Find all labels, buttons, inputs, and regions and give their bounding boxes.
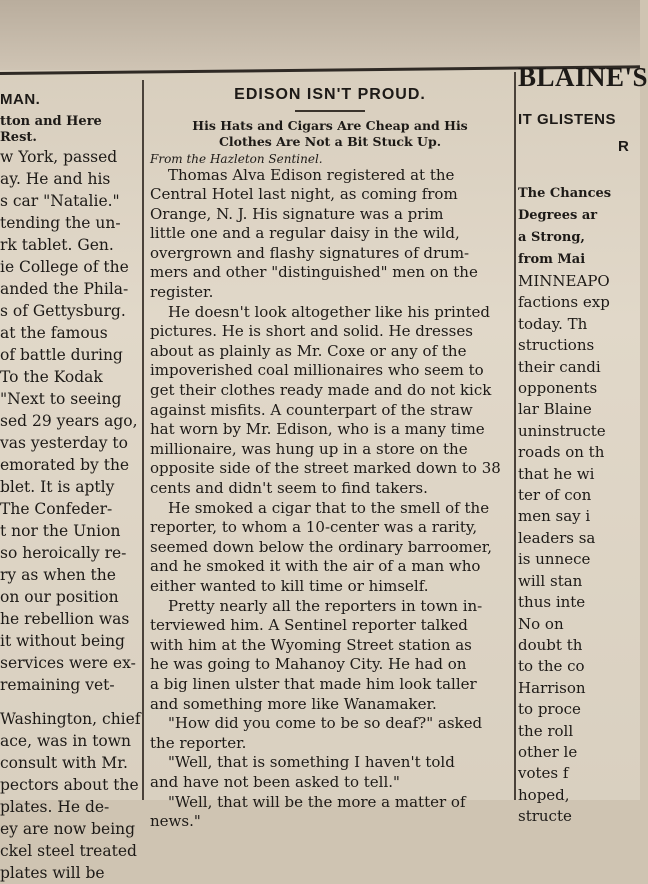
text-line: ace, was in town (0, 732, 132, 750)
text-line: the reporter. (150, 733, 247, 752)
deck-line: from Mai (518, 252, 586, 267)
text-line: hat worn by Mr. Edison, who is a many time (150, 420, 485, 439)
text-line: remaining vet- (0, 676, 115, 694)
article-headline: EDISON ISN'T PROUD. (234, 86, 426, 103)
text-line: hoped, (518, 785, 570, 804)
right-column-deck (518, 183, 640, 271)
text-line: "Well, that is something I haven't told (168, 753, 455, 772)
text-line: opposite side of the street marked down to 38 (150, 459, 501, 478)
text-line: other le (518, 742, 578, 761)
text-line: it without being (0, 632, 125, 650)
text-line: ter of con (518, 486, 592, 505)
text-line: that he wi (518, 464, 595, 483)
text-line: against misfits. A counterpart of the straw (150, 400, 473, 419)
text-line: their candi (518, 357, 601, 376)
column-divider-left (142, 80, 144, 800)
text-line: blet. It is aptly (0, 478, 115, 496)
right-column (518, 62, 648, 826)
text-line: ay. He and his (0, 170, 111, 188)
text-line: t nor the Union (0, 522, 121, 540)
text-line: seemed down below the ordinary barroomer, (150, 537, 493, 556)
text-line: and something more like Wanamaker. (150, 694, 437, 713)
text-line: and have not been asked to tell." (150, 772, 400, 791)
text-line: of battle during (0, 346, 123, 364)
text-line: plates. He de- (0, 798, 110, 816)
text-line: He smoked a cigar that to the smell of the (168, 498, 490, 517)
text-line: is unnece (518, 550, 591, 569)
text-line: ry as when the (0, 566, 116, 584)
text-line: Pretty nearly all the reporters in town in- (168, 596, 483, 615)
text-line: services were ex- (0, 654, 136, 672)
paragraph-gap (0, 696, 140, 708)
deck-line: a Strong, (518, 230, 585, 245)
text-line: get their clothes ready made and do not kick (150, 381, 492, 400)
text-line: Washington, chief (0, 710, 141, 728)
text-line: MINNEAPO (518, 272, 610, 290)
right-column-subhead: IT GLISTENS (518, 111, 617, 128)
text-line: men say i (518, 507, 591, 526)
text-line: cents and didn't seem to find takers. (150, 479, 428, 497)
text-line: reporter, to whom a 10-center was a rarity, (150, 518, 478, 537)
text-line: w York, passed (0, 148, 118, 166)
article-deck (150, 118, 510, 150)
text-line: votes f (518, 764, 569, 783)
text-line: factions exp (518, 293, 610, 312)
text-line: No on (518, 614, 564, 633)
text-line: doubt th (518, 635, 583, 654)
column-divider-right (514, 72, 516, 800)
text-line: ey are now being (0, 820, 136, 838)
left-subhead-line: tton and Here (0, 114, 102, 129)
text-line: The Confeder- (0, 500, 113, 518)
text-line: impoverished coal millionaires who seem to (150, 361, 484, 380)
text-line: today. Th (518, 314, 588, 333)
right-column-headline: BLAINE'S (518, 62, 648, 92)
text-line: s car "Natalie." (0, 192, 120, 210)
text-line: with him at the Wyoming Street station as (150, 635, 472, 654)
headline-rule (295, 110, 365, 112)
text-line: He doesn't look altogether like his printed (168, 302, 491, 321)
text-line: consult with Mr. (0, 754, 128, 772)
text-line: sed 29 years ago, (0, 412, 138, 430)
article-body (150, 166, 510, 832)
text-line: structions (518, 336, 595, 355)
deck-line: Clothes Are Not a Bit Stuck Up. (218, 133, 442, 149)
text-line: at the famous (0, 324, 108, 342)
text-line: anded the Phila- (0, 280, 129, 298)
text-line: structe (518, 807, 572, 826)
text-line: emorated by the (0, 456, 130, 474)
text-line: and he smoked it with the air of a man who (150, 557, 481, 576)
text-line: about as plainly as Mr. Coxe or any of the (150, 341, 467, 360)
main-column-article (150, 80, 510, 831)
text-line: he was going to Mahanoy City. He had on (150, 655, 467, 674)
text-line: either wanted to kill time or himself. (150, 576, 429, 595)
right-column-subhead-tail: R (618, 138, 629, 155)
text-line: he rebellion was (0, 610, 130, 628)
text-line: mers and other "distinguished" men on the (150, 263, 478, 282)
text-line: little one and a regular daisy in the wild, (150, 224, 460, 243)
text-line: pictures. He is short and solid. He dresses (150, 322, 473, 341)
text-line: vas yesterday to (0, 434, 128, 452)
text-line: plates will be (0, 864, 105, 882)
text-line: to the co (518, 657, 585, 676)
text-line: thus inte (518, 593, 586, 612)
text-line: "How did you come to be so deaf?" asked (168, 714, 483, 733)
text-line: Orange, N. J. His signature was a prim (150, 204, 444, 223)
text-line: on our position (0, 588, 119, 606)
left-column-subhead (0, 114, 140, 146)
deck-line: Degrees ar (518, 208, 598, 223)
text-line: uninstructe (518, 421, 606, 440)
text-line: Thomas Alva Edison registered at the (168, 165, 455, 184)
text-line: terviewed him. A Sentinel reporter talked (150, 616, 468, 635)
text-line: will stan (518, 571, 583, 590)
text-line: "Well, that will be the more a matter of (168, 792, 466, 811)
deck-line: The Chances (518, 186, 612, 201)
text-line: lar Blaine (518, 400, 592, 419)
text-line: ie College of the (0, 258, 129, 276)
text-line: leaders sa (518, 528, 596, 547)
text-line: the roll (518, 721, 574, 740)
left-subhead-line: Rest. (0, 130, 37, 145)
text-line: millionaire, was hung up in a store on the (150, 439, 468, 458)
left-column-heading: MAN. (0, 91, 41, 108)
text-line: roads on th (518, 443, 605, 462)
text-line: rk tablet. Gen. (0, 236, 114, 254)
text-line: ckel steel treated (0, 842, 137, 860)
text-line: opponents (518, 379, 598, 398)
article-source: From the Hazleton Sentinel. (150, 151, 323, 166)
text-line: a big linen ulster that made him look taller (150, 674, 477, 693)
right-column-body (518, 271, 640, 828)
text-line: Harrison (518, 678, 586, 697)
text-line: pectors about the (0, 776, 139, 794)
text-line: To the Kodak (0, 368, 103, 386)
left-column (0, 85, 141, 882)
text-line: s of Gettysburg. (0, 302, 126, 320)
deck-line: His Hats and Cigars Are Cheap and His (192, 117, 468, 133)
text-line: overgrown and flashy signatures of drum- (150, 243, 470, 262)
text-line: "Next to seeing (0, 390, 122, 408)
left-paragraph-1 (0, 146, 140, 696)
text-line: Central Hotel last night, as coming from (150, 185, 458, 204)
left-paragraph-2 (0, 708, 140, 884)
text-line: so heroically re- (0, 544, 127, 562)
text-line: news." (150, 812, 201, 831)
text-line: tending the un- (0, 214, 121, 232)
text-line: to proce (518, 700, 581, 719)
text-line: register. (150, 283, 214, 302)
page-top-margin (0, 0, 640, 70)
